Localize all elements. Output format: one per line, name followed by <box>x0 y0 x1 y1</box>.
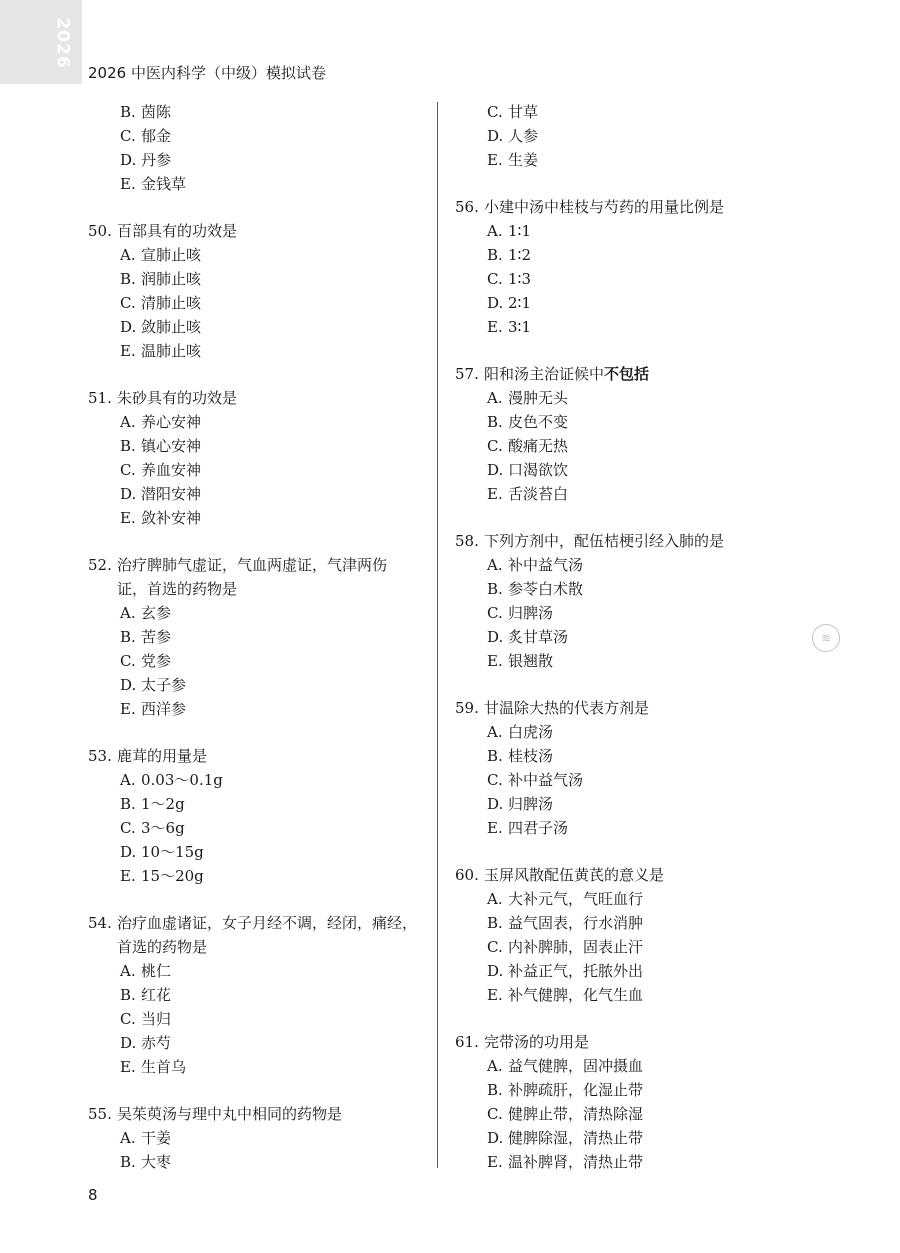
question-stem <box>455 696 795 720</box>
option-text: 补益正气，托脓外出 <box>508 962 644 980</box>
answer-option <box>455 100 795 124</box>
question-stem <box>88 553 428 577</box>
question-stem <box>455 195 795 219</box>
option-letter: E. <box>120 867 136 885</box>
question-text-part: 治疗脾肺气虚证，气血两虚证，气津两伤 <box>117 556 388 574</box>
question-text <box>117 744 207 768</box>
question-text-part: 小建中汤中桂枝与芍药的用量比例是 <box>484 198 725 216</box>
option-text: 桂枝汤 <box>508 747 554 765</box>
answer-option <box>455 148 795 172</box>
question-text-part: 吴茱萸汤与理中丸中相同的药物是 <box>117 1105 343 1123</box>
option-text: 1∶3 <box>508 270 531 288</box>
answer-option <box>88 315 428 339</box>
question-gap <box>88 721 428 744</box>
option-text: 舌淡苔白 <box>508 485 569 503</box>
option-text: 口渴欲饮 <box>508 461 569 479</box>
question-gap <box>455 840 795 863</box>
option-text: 金钱草 <box>141 175 187 193</box>
option-text: 1∶2 <box>508 246 531 264</box>
option-text: 茵陈 <box>141 103 172 121</box>
question-text-part: 治疗血虚诸证，女子月经不调，经闭，痛经， <box>117 914 418 932</box>
option-text: 0.03～0.1g <box>141 771 223 789</box>
option-letter: B. <box>120 628 136 646</box>
option-letter: B. <box>487 747 503 765</box>
answer-option <box>455 625 795 649</box>
option-letter: D. <box>487 127 504 145</box>
option-text: 10～15g <box>141 843 204 861</box>
question-number: 58. <box>455 532 479 550</box>
answer-option <box>88 959 428 983</box>
year-text: 2026 <box>53 17 74 69</box>
answer-option <box>455 983 795 1007</box>
option-letter: B. <box>120 1153 136 1171</box>
question-text <box>484 696 649 720</box>
answer-option <box>88 697 428 721</box>
answer-option <box>88 434 428 458</box>
column-divider <box>437 102 438 1168</box>
option-text: 当归 <box>141 1010 172 1028</box>
option-letter: A. <box>120 1129 136 1147</box>
option-text: 补脾疏肝，化湿止带 <box>508 1081 644 1099</box>
answer-option <box>455 1102 795 1126</box>
answer-option <box>455 720 795 744</box>
question-number: 55. <box>88 1105 112 1123</box>
option-text: 白虎汤 <box>508 723 554 741</box>
answer-option <box>455 553 795 577</box>
answer-option <box>88 983 428 1007</box>
option-letter: A. <box>487 222 503 240</box>
option-text: 苦参 <box>141 628 172 646</box>
option-text: 皮色不变 <box>508 413 569 431</box>
question-stem <box>88 911 428 935</box>
option-letter: C. <box>487 771 503 789</box>
option-letter: B. <box>120 437 136 455</box>
question-text <box>117 553 387 577</box>
option-letter: D. <box>487 628 504 646</box>
answer-option <box>88 243 428 267</box>
answer-option <box>455 315 795 339</box>
option-letter: B. <box>487 1081 503 1099</box>
answer-option <box>88 172 428 196</box>
answer-option <box>88 482 428 506</box>
option-text: 益气健脾，固冲摄血 <box>508 1057 644 1075</box>
option-text: 健脾止带，清热除湿 <box>508 1105 644 1123</box>
option-text: 温肺止咳 <box>141 342 202 360</box>
option-letter: D. <box>120 843 137 861</box>
left-column <box>88 100 428 1174</box>
answer-option <box>455 1126 795 1150</box>
question-stem <box>455 863 795 887</box>
watermark-seal-icon: ≋ <box>812 624 840 652</box>
question-text <box>117 219 237 243</box>
answer-option <box>455 291 795 315</box>
option-letter: B. <box>487 246 503 264</box>
question-stem <box>455 362 795 386</box>
answer-option <box>455 816 795 840</box>
option-text: 党参 <box>141 652 172 670</box>
answer-option <box>455 744 795 768</box>
answer-option <box>455 601 795 625</box>
answer-option <box>88 1150 428 1174</box>
option-text: 内补脾肺，固表止汗 <box>508 938 644 956</box>
question-gap <box>455 1007 795 1030</box>
question-text-part: 鹿茸的用量是 <box>117 747 208 765</box>
question-text <box>117 911 417 935</box>
answer-option <box>88 649 428 673</box>
question-text-part: 朱砂具有的功效是 <box>117 389 238 407</box>
option-letter: B. <box>120 986 136 1004</box>
option-letter: D. <box>487 294 504 312</box>
option-letter: E. <box>120 700 136 718</box>
option-letter: A. <box>487 1057 503 1075</box>
option-letter: C. <box>120 819 136 837</box>
option-text: 养血安神 <box>141 461 202 479</box>
option-letter: D. <box>120 151 137 169</box>
answer-option <box>455 267 795 291</box>
question-text-part: 阳和汤主治证候中 <box>484 365 605 383</box>
option-text: 炙甘草汤 <box>508 628 569 646</box>
option-text: 桃仁 <box>141 962 172 980</box>
answer-option <box>455 768 795 792</box>
answer-option <box>455 434 795 458</box>
answer-option <box>455 649 795 673</box>
answer-option <box>455 1078 795 1102</box>
option-letter: A. <box>120 771 136 789</box>
answer-option <box>455 1054 795 1078</box>
answer-option <box>455 911 795 935</box>
option-text: 生姜 <box>508 151 539 169</box>
question-stem <box>88 219 428 243</box>
option-letter: E. <box>487 652 503 670</box>
option-letter: E. <box>487 819 503 837</box>
answer-option <box>455 410 795 434</box>
question-gap <box>88 1079 428 1102</box>
option-letter: C. <box>487 604 503 622</box>
question-text <box>117 386 237 410</box>
option-text: 补中益气汤 <box>508 556 584 574</box>
option-text: 漫肿无头 <box>508 389 569 407</box>
option-text: 潜阳安神 <box>141 485 202 503</box>
option-letter: C. <box>487 1105 503 1123</box>
option-letter: D. <box>120 318 137 336</box>
question-text <box>484 863 664 887</box>
option-letter: C. <box>120 461 136 479</box>
option-letter: D. <box>487 461 504 479</box>
question-number: 50. <box>88 222 112 240</box>
option-letter: B. <box>487 580 503 598</box>
option-letter: E. <box>120 1058 136 1076</box>
option-letter: A. <box>120 604 136 622</box>
option-text: 大补元气，气旺血行 <box>508 890 644 908</box>
answer-option <box>88 339 428 363</box>
question-text <box>117 1102 342 1126</box>
question-number: 54. <box>88 914 112 932</box>
option-text: 1∶1 <box>508 222 531 240</box>
option-letter: E. <box>120 342 136 360</box>
question-text-part: 玉屏风散配伍黄芪的意义是 <box>484 866 665 884</box>
option-text: 2∶1 <box>508 294 531 312</box>
question-stem <box>88 386 428 410</box>
question-number: 59. <box>455 699 479 717</box>
question-text-part: 下列方剂中，配伍桔梗引经入肺的是 <box>484 532 725 550</box>
answer-option <box>455 887 795 911</box>
answer-option <box>88 864 428 888</box>
option-letter: A. <box>120 413 136 431</box>
question-emphasis: 不包括 <box>604 365 650 383</box>
option-letter: B. <box>120 270 136 288</box>
answer-option <box>88 816 428 840</box>
option-text: 丹参 <box>141 151 172 169</box>
option-text: 3～6g <box>141 819 185 837</box>
question-number: 60. <box>455 866 479 884</box>
option-text: 玄参 <box>141 604 172 622</box>
answer-option <box>88 792 428 816</box>
page-number: 8 <box>88 1186 98 1204</box>
question-text-part: 完带汤的功用是 <box>484 1033 590 1051</box>
question-gap <box>455 172 795 195</box>
question-text <box>484 1030 589 1054</box>
option-letter: D. <box>487 795 504 813</box>
option-text: 红花 <box>141 986 172 1004</box>
answer-option <box>455 792 795 816</box>
answer-option <box>455 219 795 243</box>
answer-option <box>455 124 795 148</box>
answer-option <box>88 267 428 291</box>
option-text: 西洋参 <box>141 700 187 718</box>
question-number: 56. <box>455 198 479 216</box>
question-gap <box>88 888 428 911</box>
question-gap <box>455 673 795 696</box>
option-text: 敛补安神 <box>141 509 202 527</box>
option-text: 干姜 <box>141 1129 172 1147</box>
option-letter: B. <box>120 103 136 121</box>
option-text: 参苓白术散 <box>508 580 584 598</box>
answer-option <box>88 768 428 792</box>
question-stem <box>455 529 795 553</box>
option-letter: D. <box>120 1034 137 1052</box>
option-letter: D. <box>120 485 137 503</box>
answer-option <box>88 1055 428 1079</box>
question-stem-continuation: 首选的药物是 <box>117 938 208 956</box>
question-number: 53. <box>88 747 112 765</box>
option-text: 银翘散 <box>508 652 554 670</box>
option-text: 补气健脾，化气生血 <box>508 986 644 1004</box>
question-gap <box>88 530 428 553</box>
question-text-part: 百部具有的功效是 <box>117 222 238 240</box>
answer-option <box>455 386 795 410</box>
question-text <box>484 529 724 553</box>
answer-option <box>88 625 428 649</box>
option-text: 酸痛无热 <box>508 437 569 455</box>
question-gap <box>455 506 795 529</box>
option-letter: A. <box>487 556 503 574</box>
option-text: 益气固表，行水消肿 <box>508 914 644 932</box>
answer-option <box>455 1150 795 1174</box>
option-letter: E. <box>487 151 503 169</box>
option-letter: A. <box>487 389 503 407</box>
option-letter: C. <box>487 437 503 455</box>
option-letter: B. <box>487 413 503 431</box>
right-column <box>455 100 795 1174</box>
option-text: 15～20g <box>141 867 204 885</box>
option-text: 温补脾肾，清热止带 <box>508 1153 644 1171</box>
option-letter: D. <box>487 962 504 980</box>
option-text: 健脾除湿，清热止带 <box>508 1129 644 1147</box>
option-letter: C. <box>120 127 136 145</box>
option-letter: E. <box>487 318 503 336</box>
option-text: 太子参 <box>141 676 187 694</box>
question-number: 57. <box>455 365 479 383</box>
answer-option <box>88 1126 428 1150</box>
question-number: 51. <box>88 389 112 407</box>
option-letter: A. <box>487 890 503 908</box>
answer-option <box>455 935 795 959</box>
option-letter: C. <box>120 294 136 312</box>
answer-option <box>88 1007 428 1031</box>
option-letter: E. <box>487 986 503 1004</box>
option-letter: B. <box>120 795 136 813</box>
option-letter: C. <box>487 103 503 121</box>
option-text: 1～2g <box>141 795 185 813</box>
option-text: 宣肺止咳 <box>141 246 202 264</box>
question-stem-continuation: 证，首选的药物是 <box>117 580 238 598</box>
page-header-title: 2026 中医内科学（中级）模拟试卷 <box>88 64 326 82</box>
option-letter: B. <box>487 914 503 932</box>
corner-year-label <box>46 8 80 78</box>
question-text-part: 甘温除大热的代表方剂是 <box>484 699 650 717</box>
question-number: 61. <box>455 1033 479 1051</box>
option-text: 润肺止咳 <box>141 270 202 288</box>
option-text: 赤芍 <box>141 1034 172 1052</box>
option-letter: C. <box>487 938 503 956</box>
option-letter: E. <box>120 175 136 193</box>
option-letter: A. <box>120 962 136 980</box>
option-letter: A. <box>487 723 503 741</box>
option-letter: D. <box>487 1129 504 1147</box>
option-text: 四君子汤 <box>508 819 569 837</box>
answer-option <box>88 601 428 625</box>
option-text: 镇心安神 <box>141 437 202 455</box>
answer-option <box>88 124 428 148</box>
question-gap <box>455 339 795 362</box>
option-text: 敛肺止咳 <box>141 318 202 336</box>
answer-option <box>455 458 795 482</box>
answer-option <box>88 840 428 864</box>
question-stem <box>88 744 428 768</box>
answer-option <box>455 243 795 267</box>
option-letter: E. <box>487 485 503 503</box>
question-stem <box>88 1102 428 1126</box>
answer-option <box>88 458 428 482</box>
option-text: 归脾汤 <box>508 795 554 813</box>
option-letter: C. <box>487 270 503 288</box>
answer-option <box>88 506 428 530</box>
answer-option <box>88 291 428 315</box>
answer-option <box>88 410 428 434</box>
option-text: 大枣 <box>141 1153 172 1171</box>
option-text: 3∶1 <box>508 318 531 336</box>
option-letter: E. <box>487 1153 503 1171</box>
question-text <box>484 362 649 386</box>
option-text: 养心安神 <box>141 413 202 431</box>
option-letter: C. <box>120 1010 136 1028</box>
option-text: 生首乌 <box>141 1058 187 1076</box>
option-letter: A. <box>120 246 136 264</box>
question-text <box>484 195 724 219</box>
question-gap <box>88 196 428 219</box>
question-gap <box>88 363 428 386</box>
option-letter: C. <box>120 652 136 670</box>
answer-option <box>88 100 428 124</box>
option-text: 人参 <box>508 127 539 145</box>
option-letter: D. <box>120 676 137 694</box>
answer-option <box>88 148 428 172</box>
option-letter: E. <box>120 509 136 527</box>
answer-option <box>455 959 795 983</box>
option-text: 清肺止咳 <box>141 294 202 312</box>
option-text: 郁金 <box>141 127 172 145</box>
option-text: 补中益气汤 <box>508 771 584 789</box>
answer-option <box>455 577 795 601</box>
answer-option <box>88 673 428 697</box>
option-text: 归脾汤 <box>508 604 554 622</box>
question-stem <box>455 1030 795 1054</box>
answer-option <box>455 482 795 506</box>
question-number: 52. <box>88 556 112 574</box>
option-text: 甘草 <box>508 103 539 121</box>
answer-option <box>88 1031 428 1055</box>
